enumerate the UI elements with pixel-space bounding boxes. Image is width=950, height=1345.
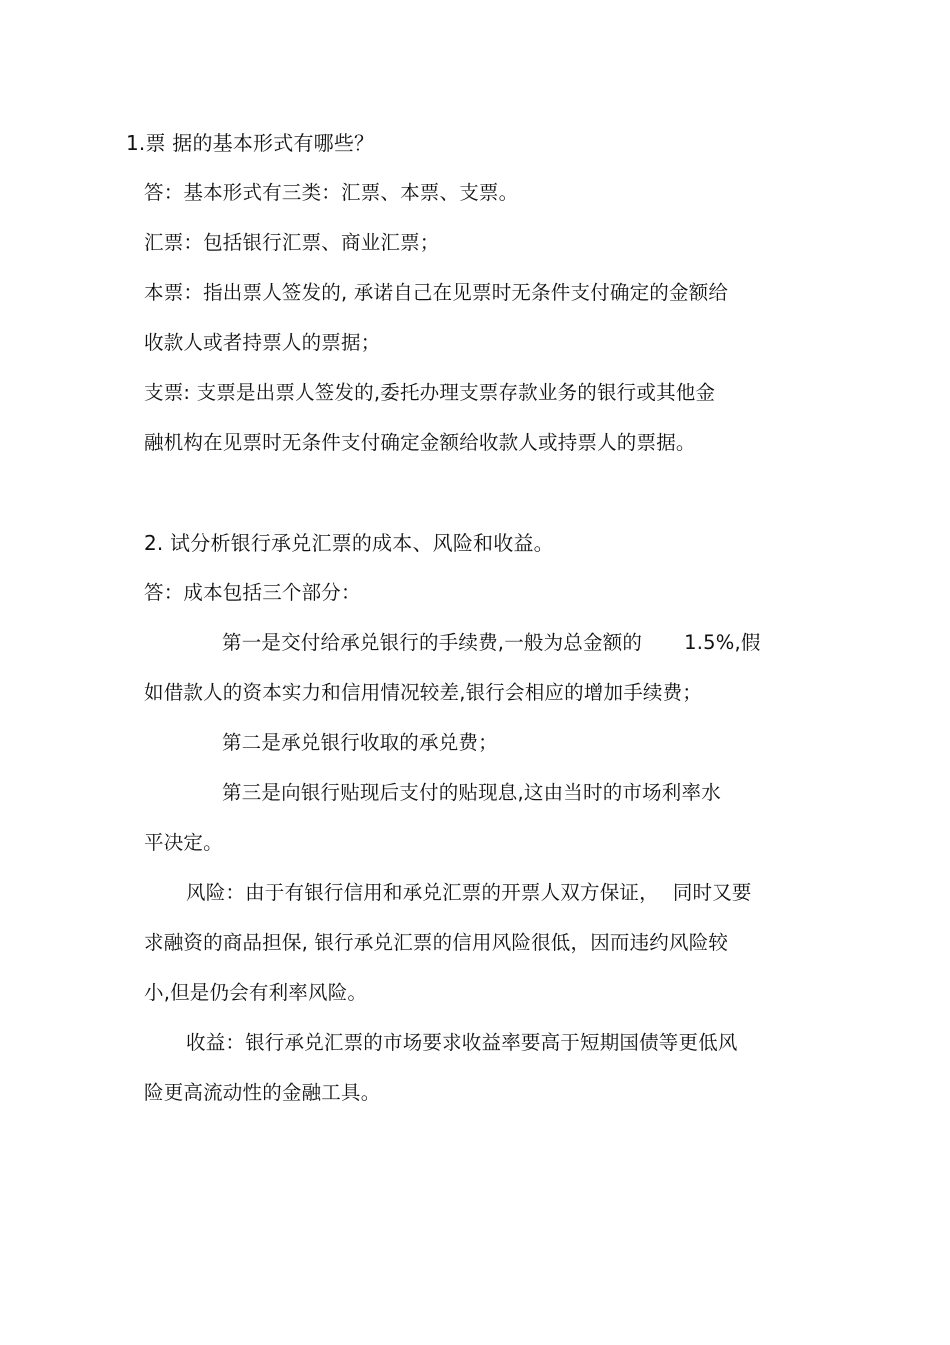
q2-cost1-line2: 如借款人的资本实力和信用情况较差,银行会相应的增加手续费；: [144, 681, 702, 704]
q2-risk-line1: [186, 879, 752, 907]
q2-cost1-line1: [222, 629, 761, 657]
q1-huipiao: 汇票：包括银行汇票、商业汇票；: [144, 231, 440, 254]
q2-cost3-line1: 第三是向银行贴现后支付的贴现息,这由当时的市场利率水: [222, 781, 721, 804]
q1-benpiao-line1: 本票：指出票人签发的, 承诺自己在见票时无条件支付确定的金额给: [144, 281, 729, 304]
question-1-title: 1.票 据的基本形式有哪些？: [126, 131, 375, 155]
q1-benpiao-line2: 收款人或者持票人的票据；: [144, 331, 381, 354]
question-2-title: 2. 试分析银行承兑汇票的成本、风险和收益。: [144, 531, 554, 555]
q2-cost1-rate: 1.5%,假: [684, 631, 761, 654]
q2-risk-line2: 求融资的商品担保, 银行承兑汇票的信用风险很低，因而违约风险较: [144, 931, 729, 954]
q1-answer: 答：基本形式有三类：汇票、本票、支票。: [144, 181, 519, 204]
q2-return-line2: 险更高流动性的金融工具。: [144, 1081, 381, 1104]
q2-cost3-line2: 平决定。: [144, 831, 223, 854]
q2-return-line1: 收益：银行承兑汇票的市场要求收益率要高于短期国债等更低风: [186, 1031, 738, 1054]
q1-zhipiao-line1: 支票: 支票是出票人签发的,委托办理支票存款业务的银行或其他金: [144, 381, 716, 404]
q2-answer: 答：成本包括三个部分：: [144, 581, 361, 604]
q2-risk-line3: 小,但是仍会有利率风险。: [144, 981, 368, 1004]
q1-zhipiao-line2: 融机构在见票时无条件支付确定金额给收款人或持票人的票据。: [144, 431, 696, 454]
q2-cost2: 第二是承兑银行收取的承兑费；: [222, 731, 498, 754]
q2-cost1-text: 第一是交付给承兑银行的手续费,一般为总金额的: [222, 631, 643, 654]
q2-risk-text-a: 风险：由于有银行信用和承兑汇票的开票人双方保证，: [186, 881, 659, 904]
q2-risk-text-b: 同时又要: [672, 881, 752, 904]
